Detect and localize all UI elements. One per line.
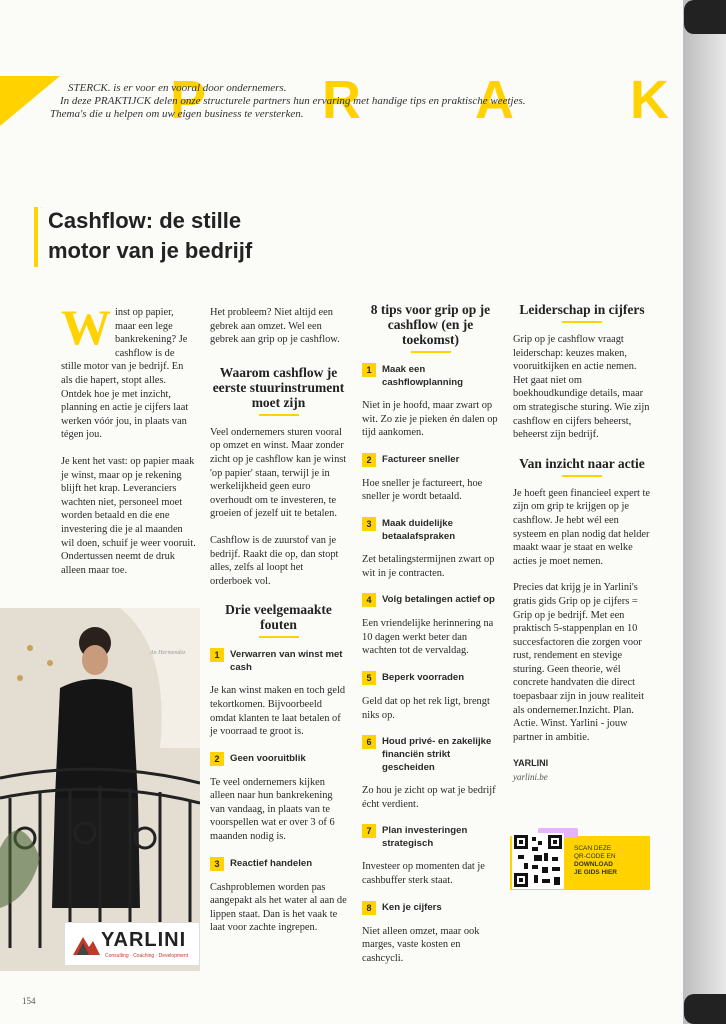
tip-title: Houd privé- en zakelijke financiën strikt gescheiden xyxy=(382,736,492,774)
qr-caption-line: SCAN DEZE xyxy=(574,845,612,852)
number-badge: 5 xyxy=(362,671,376,685)
column-1 xyxy=(61,299,196,590)
qr-caption-line: DOWNLOAD xyxy=(574,861,613,868)
tip-title: Volg betalingen actief op xyxy=(382,594,495,606)
fault-title: Geen vooruitblik xyxy=(230,752,306,764)
section-heading: Van inzicht naar actie xyxy=(513,456,651,477)
tip-text: Niet alleen omzet, maar ook marges, vaste kosten en cashcycli. xyxy=(362,925,480,964)
intro-text xyxy=(50,82,526,121)
column-2 xyxy=(210,306,347,948)
tip-text: Zo hou je zicht op wat je bedrijf écht verdient. xyxy=(362,785,496,810)
header-letter-k: K xyxy=(630,70,669,130)
photo-credit: An Hermendez xyxy=(150,650,186,656)
logo-tagline: Consulting · Coaching · Development xyxy=(105,953,189,959)
tips-heading: 8 tips voor grip op je cashflow (en je toekomst) xyxy=(362,302,499,353)
tip-title: Maak duidelijke betaalafspraken xyxy=(382,517,456,542)
number-badge: 1 xyxy=(362,363,376,377)
signature-url-row xyxy=(513,771,651,785)
section-heading: Drie veelgemaakte fouten xyxy=(210,602,347,638)
fault-title: Verwarren van winst met cash xyxy=(230,649,343,674)
tip-title: Ken je cijfers xyxy=(382,901,442,913)
number-badge: 4 xyxy=(362,593,376,607)
intro-line: STERCK. is er voor en vooral door ondernemers. xyxy=(68,82,287,94)
header-letter-a: A xyxy=(475,70,514,130)
paragraph: Je hoeft geen financieel expert te zijn om grip te krijgen op je cashflow. Je hebt wél een systeem en plan nodig dat helder maakt waar je staat en welke acties je moet nemen. xyxy=(513,487,651,567)
header-letter-r: R xyxy=(322,70,361,130)
tip-text: Een vriendelijke herinnering na 10 dagen werkt beter dan wachten tot de vervaldag. xyxy=(362,618,494,657)
title-line: motor van je bedrijf xyxy=(48,238,253,263)
mountain-logo-icon xyxy=(71,929,101,959)
article-title xyxy=(48,206,252,266)
tip-text: Hoe sneller je factureert, hoe sneller je wordt betaald. xyxy=(362,477,483,503)
qr-caption-line: QR-CODE EN xyxy=(574,853,616,860)
qr-caption-line: JE GIDS HIER xyxy=(574,869,617,876)
number-badge: 2 xyxy=(210,752,224,766)
paragraph: Cashflow is de zuurstof van je bedrijf. Raakt die op, dan stopt alles, zelfs al loopt het orderboek vol. xyxy=(210,534,339,587)
tip-item xyxy=(362,824,499,850)
tip-item xyxy=(362,363,499,389)
title-line: Cashflow: de stille xyxy=(48,208,242,233)
number-badge: 7 xyxy=(362,824,376,838)
column-4 xyxy=(513,302,651,785)
header-letter-p: P xyxy=(170,70,207,130)
portrait-illustration xyxy=(0,608,200,971)
column-3 xyxy=(362,302,499,978)
paragraph: Je kent het vast: op papier maak je winst, maar op je rekening blijft het krap. Leveranciers wachten niet, personeel moet worden betaald en die ene investering die je al maanden wil doen, schuif je weer vooruit. Ondertussen neemt de druk alleen maar toe. xyxy=(61,455,196,576)
qr-caption xyxy=(574,845,644,877)
tip-text: Geld dat op het rek ligt, brengt niks op. xyxy=(362,695,490,721)
drop-cap: W xyxy=(61,299,111,355)
signature-name: YARLINI xyxy=(513,758,549,769)
tip-item xyxy=(362,453,499,467)
fault-text: Je kan winst maken en toch geld tekortkomen. Bijvoorbeeld omdat klanten te laat betalen of je voorraad te groot is. xyxy=(210,685,346,738)
fault-item xyxy=(210,648,347,674)
portrait-photo xyxy=(0,608,200,971)
intro-line: In deze PRAKTIJCK delen onze structurele partners hun ervaring met handige tips en praktische weetjes. xyxy=(60,95,526,107)
tip-item xyxy=(362,671,499,685)
tip-item xyxy=(362,735,499,774)
fault-item xyxy=(210,857,347,871)
title-accent-bar xyxy=(34,207,38,267)
number-badge: 6 xyxy=(362,735,376,749)
section-heading: Leiderschap in cijfers xyxy=(513,302,651,323)
viewer-tab-bottom[interactable] xyxy=(684,994,726,1024)
paragraph: Het probleem? Niet altijd een gebrek aan omzet. Wel een gebrek aan grip op je cashflow. xyxy=(210,307,340,346)
tip-title: Plan investeringen strategisch xyxy=(382,825,468,850)
tip-title: Factureer sneller xyxy=(382,453,460,465)
tip-title: Maak een cashflowplanning xyxy=(382,364,464,388)
page-number: 154 xyxy=(22,996,36,1006)
number-badge: 3 xyxy=(210,857,224,871)
paragraph: Precies dat krijg je in Yarlini's gratis gids Grip op je cijfers = Grip op je bedrijf. Met een praktisch 5-stappenplan en 10 succesfactoren die zorgen voor rust, rendement en stevige sturing. Geen theorie, wél concrete handvaten die direct toepasbaar zijn in jouw realiteit als ondernemer.Inzicht. Plan. Actie. Winst. Yarlini - jouw partner in ambitie. xyxy=(513,582,644,743)
viewer-tab-top[interactable] xyxy=(684,0,726,34)
number-badge: 3 xyxy=(362,517,376,531)
tip-text: Zet betalingstermijnen zwart op wit in je contracten. xyxy=(362,553,495,579)
tip-item xyxy=(362,901,499,915)
qr-code[interactable] xyxy=(512,833,564,889)
qr-code-icon xyxy=(514,835,562,887)
number-badge: 8 xyxy=(362,901,376,915)
website-link[interactable]: yarlini.be xyxy=(513,772,548,783)
lead-text: inst op papier, maar een lege bankrekening? Je cashflow is de stille motor van je bedrijf. En als die hapert, stopt alles. Ontdek hoe je met inzicht, planning en actie je cijfers laat werken vóór jou, in plaats van tégen jou. xyxy=(61,307,189,441)
section-heading: Waarom cashflow je eerste stuurinstrument moet zijn xyxy=(210,365,347,416)
fault-title: Reactief handelen xyxy=(230,857,313,869)
number-badge: 1 xyxy=(210,648,224,662)
fault-text: Te veel ondernemers kijken alleen naar hun bankrekening van vandaag, in plaats van te voorspellen wat er over 3 of 6 maanden nodig is. xyxy=(210,776,335,843)
paragraph: Grip op je cashflow vraagt leiderschap: keuzes maken, vooruitkijken en actie nemen. Het gaat niet om boekhoudkundige details, maar om strategische sturing. Wie zijn cashflow en cijfers beheerst, beheerst zijn bedrijf. xyxy=(513,334,650,441)
tip-item xyxy=(362,517,499,543)
tip-text: Investeer op momenten dat je cashbuffer sterk staat. xyxy=(362,861,485,886)
tip-text: Niet in je hoofd, maar zwart op wit. Zo zie je pieken én dalen op tijd aankomen. xyxy=(362,400,498,439)
page-edge xyxy=(683,0,726,1024)
signature xyxy=(513,757,651,784)
tip-item xyxy=(362,593,499,607)
number-badge: 2 xyxy=(362,453,376,467)
paragraph: Veel ondernemers sturen vooral op omzet en winst. Maar zonder zicht op je cashflow kan je winst 'op papier' staan, terwijl je in werkelijkheid geen euro overhoudt om te investeren, te groeien of jezelf uit te betalen. xyxy=(210,426,347,520)
yarlini-logo xyxy=(64,922,200,966)
fault-item xyxy=(210,752,347,766)
fault-text: Cashproblemen worden pas aangepakt als het water al aan de lippen staat. Dan is het vaak te laat voor zachte ingrepen. xyxy=(210,881,347,934)
intro-line: Thema's die u helpen om uw eigen business te versterken. xyxy=(50,108,304,120)
tip-title: Beperk voorraden xyxy=(382,671,465,683)
logo-wordmark: YARLINI xyxy=(101,929,187,951)
lead-paragraph xyxy=(61,299,196,442)
